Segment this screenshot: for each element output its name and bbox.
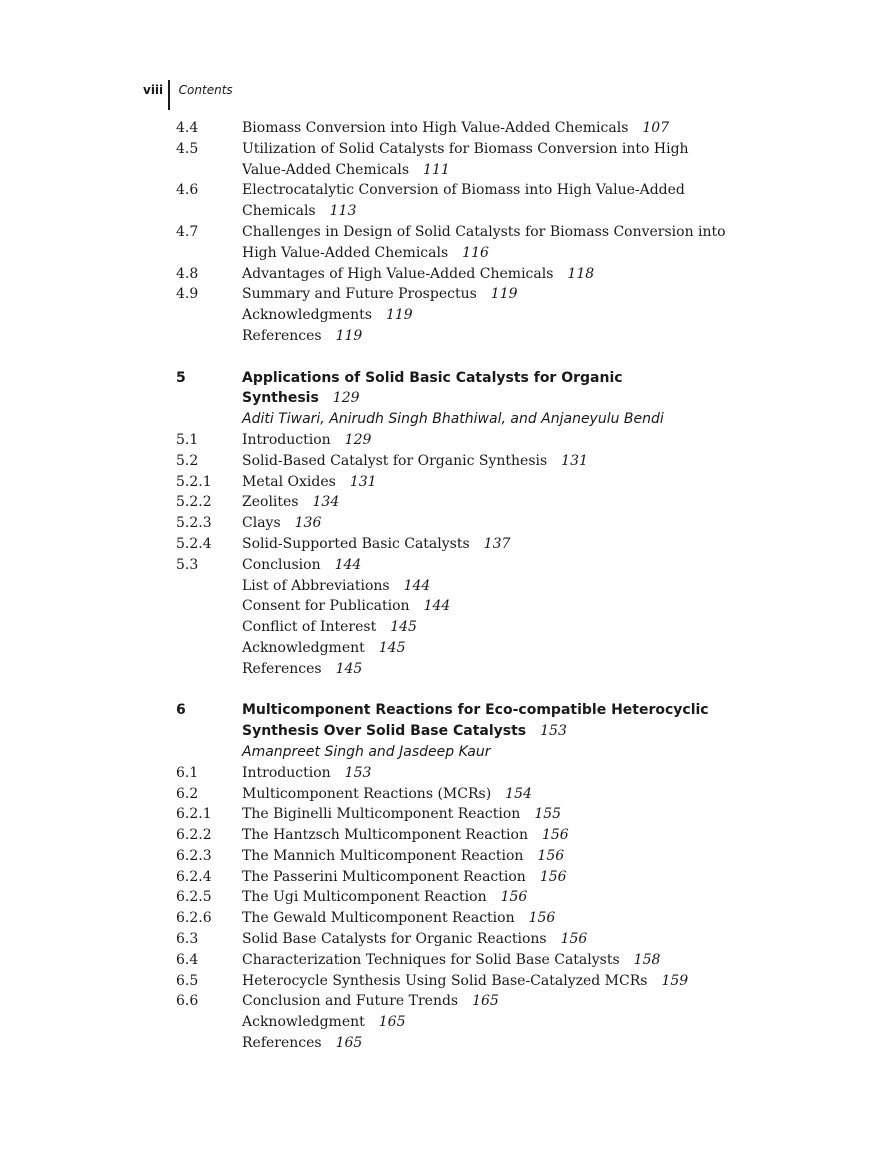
section-page-number: 156	[560, 931, 588, 948]
toc-section	[176, 118, 736, 347]
chapter-heading[interactable]	[176, 700, 736, 742]
toc-entry[interactable]	[176, 617, 736, 638]
section-page-number: 165	[378, 1014, 406, 1031]
toc-entry[interactable]	[176, 264, 736, 285]
section-number: 6.2.1	[176, 806, 212, 823]
section-number: 6.1	[176, 764, 199, 781]
section-title	[242, 929, 736, 950]
toc-entry[interactable]	[176, 1012, 736, 1033]
section-title-text: References	[242, 660, 322, 677]
section-title	[242, 326, 736, 347]
section-title	[242, 804, 736, 825]
section-page-number: 153	[344, 764, 372, 781]
section-title	[242, 825, 736, 846]
chapter-title	[242, 368, 736, 410]
section-page-number: 144	[403, 577, 431, 594]
toc-entry[interactable]	[176, 180, 736, 222]
section-title-text: Introduction	[242, 431, 331, 448]
section-number: 6.6	[176, 993, 199, 1010]
section-number: 5.2.4	[176, 535, 212, 552]
section-title	[242, 284, 736, 305]
section-title	[242, 118, 736, 139]
section-title	[242, 180, 736, 222]
section-page-number: 156	[528, 910, 556, 927]
section-title-text: References	[242, 1035, 322, 1052]
section-title	[242, 1033, 736, 1054]
toc-entry[interactable]	[176, 284, 736, 305]
section-title-text: Conclusion	[242, 556, 321, 573]
section-title-text: References	[242, 327, 322, 344]
section-number: 6.2	[176, 785, 199, 802]
section-title	[242, 513, 736, 534]
chapter-number: 6	[176, 702, 186, 719]
section-title-text: Biomass Conversion into High Value-Added Chemicals	[242, 120, 629, 136]
section-number: 6.2.4	[176, 868, 212, 885]
toc-entry[interactable]	[176, 638, 736, 659]
section-number: 5.3	[176, 556, 199, 573]
section-page-number: 113	[329, 203, 357, 220]
section-title-text: The Ugi Multicomponent Reaction	[242, 889, 487, 906]
section-page-number: 159	[661, 972, 689, 989]
chapter-page-number: 129	[332, 390, 360, 407]
chapter-number: 5	[176, 369, 186, 386]
section-title-text: Zeolites	[242, 494, 299, 511]
toc-entry[interactable]	[176, 867, 736, 888]
toc-entry[interactable]	[176, 971, 736, 992]
section-page-number: 137	[483, 535, 511, 552]
toc-entry[interactable]	[176, 513, 736, 534]
section-page-number: 136	[294, 515, 322, 532]
section-title	[242, 971, 736, 992]
section-title-text: Heterocycle Synthesis Using Solid Base-Catalyzed MCRs	[242, 972, 648, 989]
section-title-text: Acknowledgment	[242, 639, 365, 656]
section-title-text: Conflict of Interest	[242, 619, 377, 636]
toc-entry[interactable]	[176, 326, 736, 347]
toc-entry[interactable]	[176, 804, 736, 825]
toc-entry[interactable]	[176, 430, 736, 451]
toc-entry[interactable]	[176, 846, 736, 867]
section-title-text: Acknowledgment	[242, 1014, 365, 1031]
section-page-number: 116	[462, 244, 489, 261]
chapter-title-text: Applications of Solid Basic Catalysts for Organic Synthesis	[242, 369, 623, 407]
section-title	[242, 222, 736, 264]
section-number: 4.5	[176, 140, 199, 157]
section-page-number: 145	[390, 619, 417, 636]
section-title	[242, 576, 736, 597]
section-number	[176, 638, 242, 659]
section-title	[242, 950, 736, 971]
section-title-text: The Passerini Multicomponent Reaction	[242, 868, 526, 885]
section-title-text: Solid Base Catalysts for Organic Reactions	[242, 931, 547, 948]
section-title	[242, 555, 736, 576]
section-page-number: 111	[423, 161, 450, 178]
section-title	[242, 305, 736, 326]
section-number	[176, 305, 242, 326]
section-page-number: 144	[334, 556, 362, 573]
section-title-text: Characterization Techniques for Solid Base Catalysts	[242, 951, 620, 968]
section-title-text: Multicomponent Reactions (MCRs)	[242, 785, 492, 802]
toc-entry[interactable]	[176, 472, 736, 493]
section-page-number: 119	[490, 286, 518, 303]
section-number: 5.2.2	[176, 494, 212, 511]
section-title	[242, 139, 736, 181]
section-title-text: Introduction	[242, 764, 331, 781]
section-title-text: Solid-Based Catalyst for Organic Synthesis	[242, 452, 548, 469]
section-number: 5.2	[176, 452, 199, 469]
section-number	[176, 1033, 242, 1054]
section-title-text: The Hantzsch Multicomponent Reaction	[242, 827, 528, 844]
section-title	[242, 596, 736, 617]
section-number: 4.9	[176, 286, 199, 303]
chapter-block	[176, 700, 736, 1054]
chapter-title-text: Multicomponent Reactions for Eco-compatible Heterocyclic Synthesis Over Solid Base Catalysts	[242, 702, 709, 740]
toc-entry[interactable]	[176, 991, 736, 1012]
section-title-text: Metal Oxides	[242, 473, 336, 490]
section-page-number: 145	[335, 660, 363, 677]
section-title	[242, 534, 736, 555]
section-page-number: 165	[472, 993, 499, 1010]
section-title	[242, 472, 736, 493]
section-number	[176, 576, 242, 597]
section-number: 6.3	[176, 931, 199, 948]
section-title	[242, 1012, 736, 1033]
section-number: 6.5	[176, 972, 199, 989]
section-title	[242, 867, 736, 888]
toc-entry[interactable]	[176, 929, 736, 950]
section-title	[242, 451, 736, 472]
section-number: 5.2.1	[176, 473, 212, 490]
toc-entry[interactable]	[176, 576, 736, 597]
section-page-number: 119	[335, 327, 363, 344]
page-number: viii	[143, 83, 164, 97]
section-page-number: 131	[349, 473, 377, 490]
section-title-text: The Gewald Multicomponent Reaction	[242, 910, 515, 927]
section-number: 6.4	[176, 951, 199, 968]
section-number: 6.2.6	[176, 910, 212, 927]
section-page-number: 156	[500, 889, 528, 906]
section-page-number: 154	[505, 785, 532, 802]
toc-entry[interactable]	[176, 492, 736, 513]
section-number: 4.6	[176, 182, 199, 199]
section-title	[242, 638, 736, 659]
section-number: 4.7	[176, 223, 199, 240]
table-of-contents	[176, 118, 736, 1054]
section-page-number: 156	[537, 847, 565, 864]
chapter-block	[176, 368, 736, 680]
running-title: Contents	[178, 83, 233, 97]
toc-entry[interactable]	[176, 825, 736, 846]
section-title	[242, 887, 736, 908]
section-title-text: The Mannich Multicomponent Reaction	[242, 847, 524, 864]
section-page-number: 158	[633, 951, 661, 968]
section-number: 4.8	[176, 265, 199, 282]
toc-entry[interactable]	[176, 950, 736, 971]
section-title	[242, 659, 736, 680]
section-title	[242, 617, 736, 638]
section-number	[176, 617, 242, 638]
section-title-text: Challenges in Design of Solid Catalysts for Biomass Conversion into High Value-Added Chemicals	[242, 223, 726, 261]
section-number: 6.2.3	[176, 847, 212, 864]
toc-entry[interactable]	[176, 139, 736, 181]
section-title-text: Solid-Supported Basic Catalysts	[242, 535, 470, 552]
section-page-number: 144	[423, 598, 451, 615]
section-number: 6.2.2	[176, 827, 212, 844]
section-title-text: Consent for Publication	[242, 598, 410, 615]
toc-entry[interactable]	[176, 659, 736, 680]
section-page-number: 131	[561, 452, 588, 469]
chapter-authors: Amanpreet Singh and Jasdeep Kaur	[242, 743, 491, 760]
running-head	[143, 80, 233, 110]
section-title-text: Electrocatalytic Conversion of Biomass into High Value-Added Chemicals	[242, 182, 685, 220]
section-number: 4.4	[176, 120, 199, 136]
chapter-heading[interactable]	[176, 368, 736, 410]
section-page-number: 165	[335, 1035, 363, 1052]
toc-entry[interactable]	[176, 763, 736, 784]
section-title	[242, 763, 736, 784]
section-title-text: Advantages of High Value-Added Chemicals	[242, 265, 554, 282]
toc-entry[interactable]	[176, 118, 736, 139]
section-title-text: Conclusion and Future Trends	[242, 993, 459, 1010]
section-page-number: 118	[567, 265, 595, 282]
section-title	[242, 784, 736, 805]
section-number	[176, 1012, 242, 1033]
toc-entry[interactable]	[176, 534, 736, 555]
section-title	[242, 846, 736, 867]
section-page-number: 129	[344, 431, 372, 448]
section-title-text: Summary and Future Prospectus	[242, 286, 477, 303]
toc-entry[interactable]	[176, 305, 736, 326]
section-number: 5.2.3	[176, 515, 212, 532]
section-page-number: 145	[378, 639, 406, 656]
section-title	[242, 991, 736, 1012]
section-title	[242, 908, 736, 929]
toc-entry[interactable]	[176, 596, 736, 617]
chapter-page-number: 153	[540, 723, 567, 740]
section-number	[176, 326, 242, 347]
chapter-authors: Aditi Tiwari, Anirudh Singh Bhathiwal, and Anjaneyulu Bendi	[242, 411, 664, 428]
section-number: 5.1	[176, 431, 199, 448]
section-title-text: List of Abbreviations	[242, 577, 390, 594]
toc-entry[interactable]	[176, 222, 736, 264]
toc-entry[interactable]	[176, 1033, 736, 1054]
section-title	[242, 492, 736, 513]
section-number	[176, 596, 242, 617]
toc-entry[interactable]	[176, 784, 736, 805]
section-number: 6.2.5	[176, 889, 212, 906]
section-title-text: Utilization of Solid Catalysts for Biomass Conversion into High Value-Added Chemicals	[242, 140, 689, 178]
toc-entry[interactable]	[176, 451, 736, 472]
toc-entry[interactable]	[176, 555, 736, 576]
section-page-number: 134	[312, 494, 340, 511]
toc-entry[interactable]	[176, 908, 736, 929]
section-page-number: 156	[541, 827, 569, 844]
section-page-number: 155	[534, 806, 562, 823]
section-title-text: The Biginelli Multicomponent Reaction	[242, 806, 521, 823]
toc-entry[interactable]	[176, 887, 736, 908]
section-number	[176, 659, 242, 680]
section-title	[242, 264, 736, 285]
section-title	[242, 430, 736, 451]
section-title-text: Clays	[242, 515, 281, 532]
section-page-number: 119	[385, 307, 413, 324]
section-page-number: 107	[642, 120, 670, 136]
section-page-number: 156	[539, 868, 567, 885]
chapter-title	[242, 700, 736, 742]
section-title-text: Acknowledgments	[242, 307, 372, 324]
